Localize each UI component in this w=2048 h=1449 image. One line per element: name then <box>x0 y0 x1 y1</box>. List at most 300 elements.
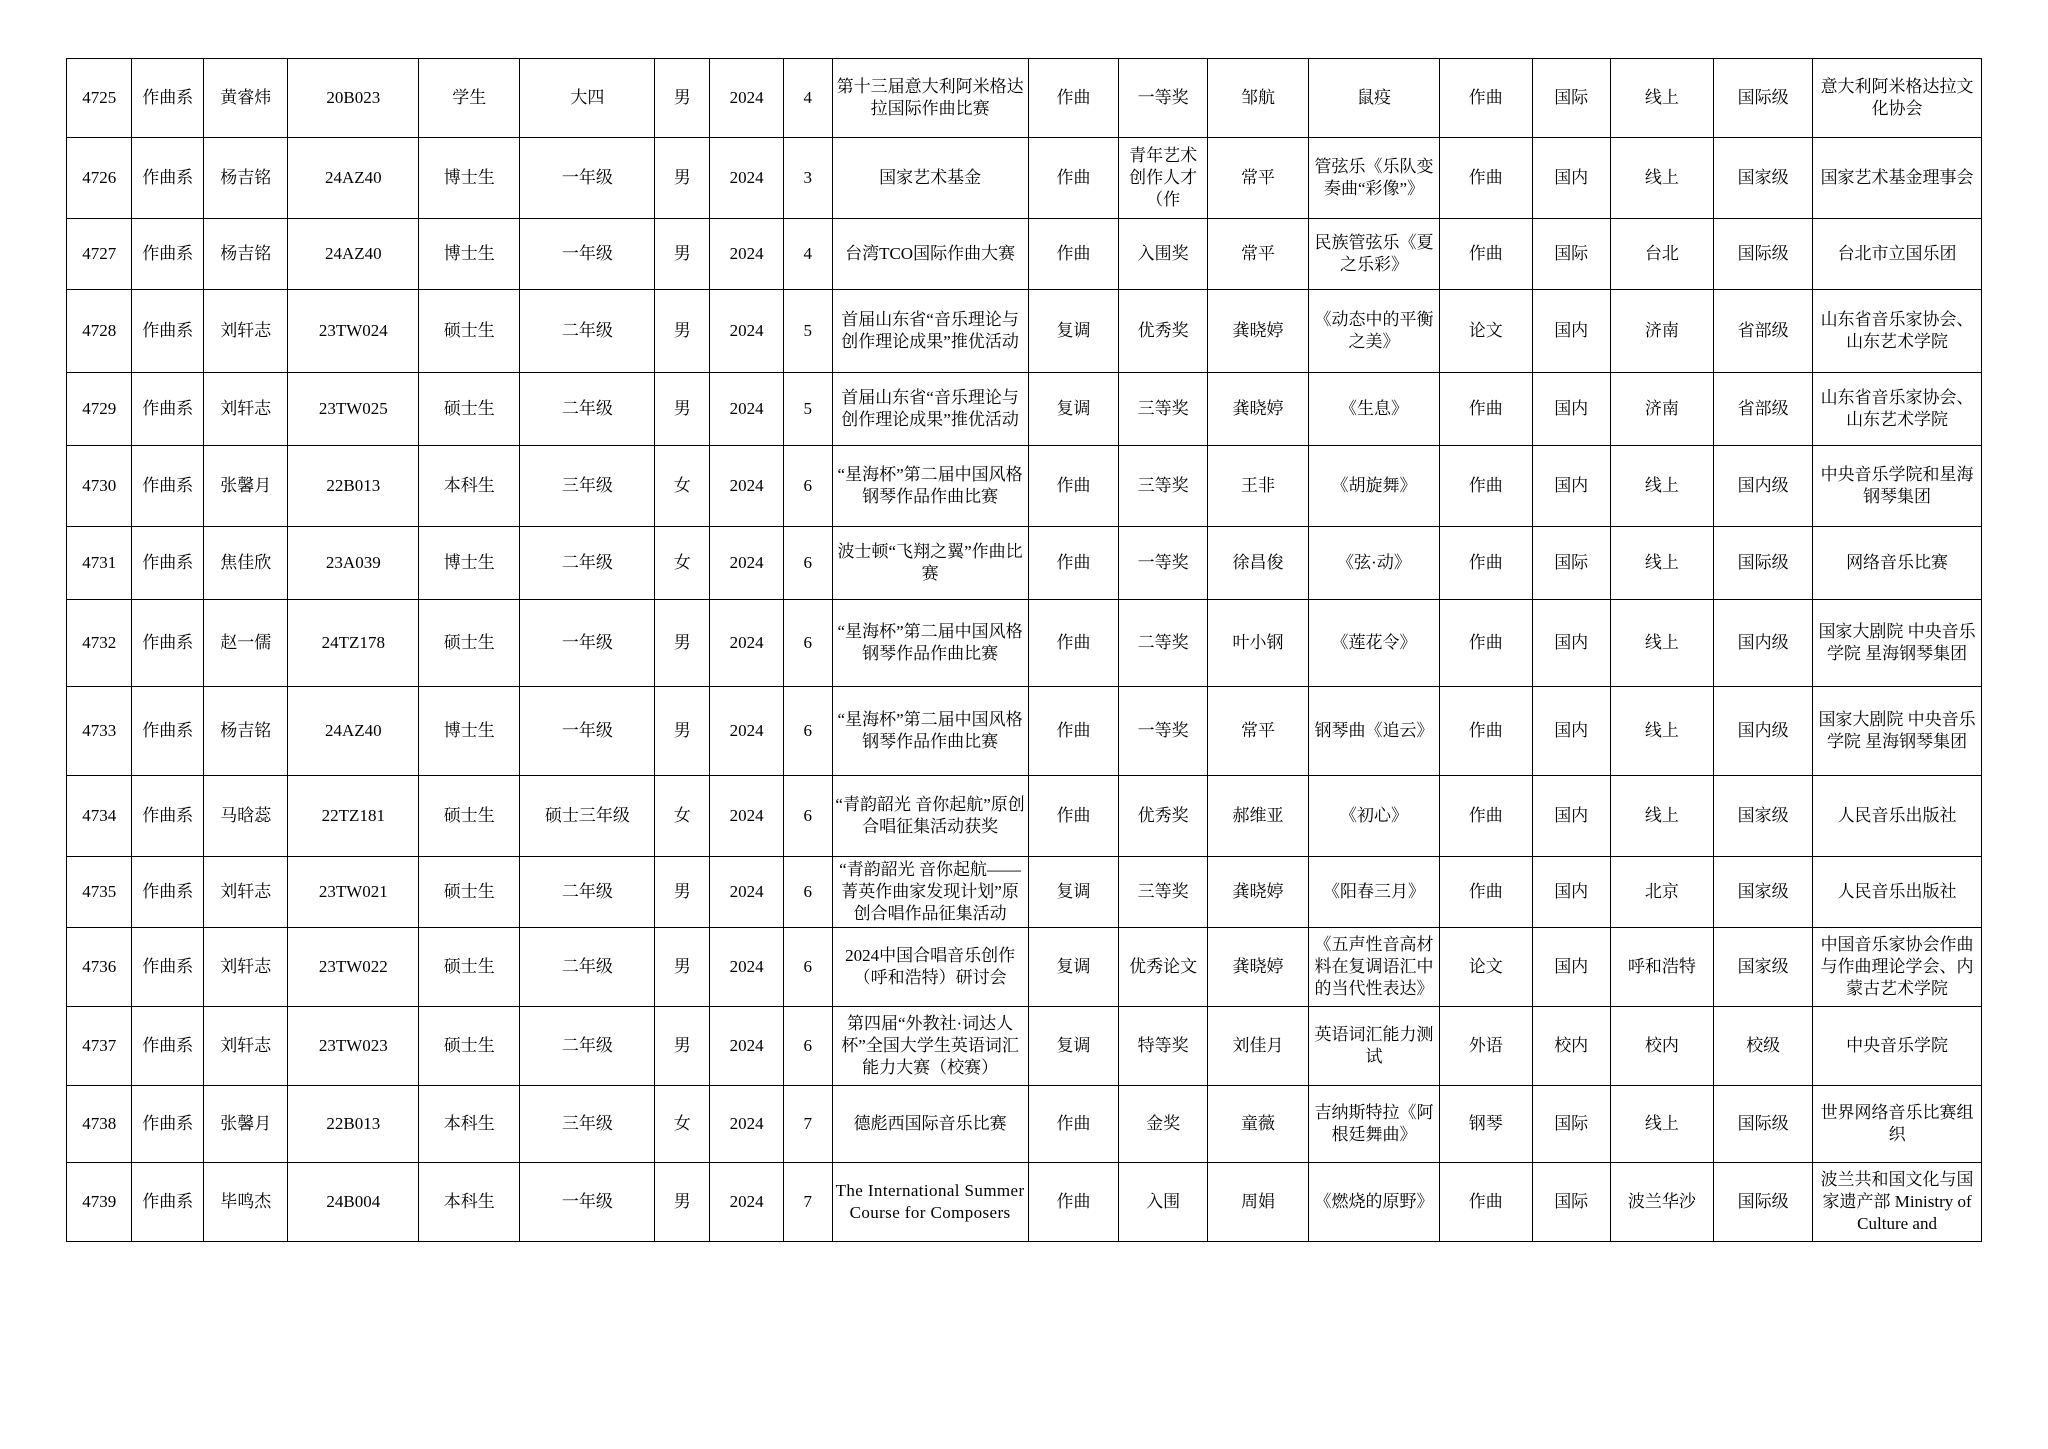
cell-category: 作曲 <box>1439 857 1532 928</box>
cell-prize: 一等奖 <box>1119 687 1208 776</box>
cell-month: 6 <box>784 600 833 687</box>
cell-tier: 国际级 <box>1714 527 1813 600</box>
cell-dept: 作曲系 <box>132 1163 204 1242</box>
cell-place: 线上 <box>1610 687 1713 776</box>
cell-student-id: 23TW021 <box>288 857 419 928</box>
cell-name: 刘轩志 <box>204 373 288 446</box>
cell-year: 2024 <box>710 928 784 1007</box>
cell-grade: 三年级 <box>520 446 655 527</box>
cell-dept: 作曲系 <box>132 687 204 776</box>
cell-teacher: 常平 <box>1207 687 1308 776</box>
cell-category: 作曲 <box>1439 776 1532 857</box>
cell-month: 6 <box>784 857 833 928</box>
cell-gender: 男 <box>655 290 710 373</box>
cell-dept: 作曲系 <box>132 857 204 928</box>
cell-major: 作曲 <box>1028 1163 1119 1242</box>
cell-category: 论文 <box>1439 928 1532 1007</box>
cell-dept: 作曲系 <box>132 600 204 687</box>
cell-year: 2024 <box>710 290 784 373</box>
cell-gender: 男 <box>655 1007 710 1086</box>
cell-event: The International Summer Course for Composers <box>832 1163 1028 1242</box>
cell-category: 作曲 <box>1439 219 1532 290</box>
cell-month: 7 <box>784 1086 833 1163</box>
cell-month: 3 <box>784 138 833 219</box>
cell-teacher: 王非 <box>1207 446 1308 527</box>
cell-work: 民族管弦乐《夏之乐彩》 <box>1309 219 1440 290</box>
cell-organizer: 人民音乐出版社 <box>1813 776 1982 857</box>
cell-gender: 男 <box>655 138 710 219</box>
cell-student-id: 23TW022 <box>288 928 419 1007</box>
cell-grade: 二年级 <box>520 373 655 446</box>
cell-event: 首届山东省“音乐理论与创作理论成果”推优活动 <box>832 290 1028 373</box>
cell-grade: 一年级 <box>520 687 655 776</box>
cell-prize: 特等奖 <box>1119 1007 1208 1086</box>
cell-organizer: 山东省音乐家协会、山东艺术学院 <box>1813 373 1982 446</box>
cell-grade: 一年级 <box>520 219 655 290</box>
cell-month: 6 <box>784 928 833 1007</box>
cell-category: 作曲 <box>1439 527 1532 600</box>
cell-name: 刘轩志 <box>204 857 288 928</box>
cell-scope: 国内 <box>1532 776 1610 857</box>
cell-prize: 一等奖 <box>1119 527 1208 600</box>
cell-name: 黄睿炜 <box>204 59 288 138</box>
cell-gender: 女 <box>655 1086 710 1163</box>
cell-tier: 省部级 <box>1714 290 1813 373</box>
cell-dept: 作曲系 <box>132 1086 204 1163</box>
cell-num: 4728 <box>67 290 132 373</box>
cell-gender: 男 <box>655 687 710 776</box>
cell-organizer: 波兰共和国文化与国家遗产部 Ministry of Culture and <box>1813 1163 1982 1242</box>
cell-place: 北京 <box>1610 857 1713 928</box>
cell-event: 首届山东省“音乐理论与创作理论成果”推优活动 <box>832 373 1028 446</box>
cell-organizer: 人民音乐出版社 <box>1813 857 1982 928</box>
cell-gender: 女 <box>655 446 710 527</box>
cell-scope: 国际 <box>1532 1163 1610 1242</box>
cell-place: 济南 <box>1610 290 1713 373</box>
cell-student-id: 20B023 <box>288 59 419 138</box>
cell-organizer: 网络音乐比赛 <box>1813 527 1982 600</box>
cell-grade: 大四 <box>520 59 655 138</box>
cell-dept: 作曲系 <box>132 527 204 600</box>
cell-prize: 入围 <box>1119 1163 1208 1242</box>
cell-tier: 国家级 <box>1714 928 1813 1007</box>
cell-dept: 作曲系 <box>132 59 204 138</box>
cell-tier: 国际级 <box>1714 219 1813 290</box>
cell-student-id: 24TZ178 <box>288 600 419 687</box>
cell-year: 2024 <box>710 138 784 219</box>
cell-student-id: 24AZ40 <box>288 219 419 290</box>
cell-organizer: 意大利阿米格达拉文化协会 <box>1813 59 1982 138</box>
cell-teacher: 龚晓婷 <box>1207 857 1308 928</box>
cell-major: 复调 <box>1028 1007 1119 1086</box>
cell-name: 杨吉铭 <box>204 219 288 290</box>
cell-dept: 作曲系 <box>132 446 204 527</box>
cell-category: 作曲 <box>1439 59 1532 138</box>
cell-year: 2024 <box>710 59 784 138</box>
cell-num: 4727 <box>67 219 132 290</box>
cell-scope: 国内 <box>1532 290 1610 373</box>
records-table-body <box>67 59 1982 1242</box>
cell-name: 马晗蕊 <box>204 776 288 857</box>
cell-scope: 校内 <box>1532 1007 1610 1086</box>
cell-month: 7 <box>784 1163 833 1242</box>
cell-level: 博士生 <box>419 527 520 600</box>
cell-year: 2024 <box>710 373 784 446</box>
cell-teacher: 徐昌俊 <box>1207 527 1308 600</box>
cell-student-id: 22B013 <box>288 1086 419 1163</box>
cell-place: 线上 <box>1610 138 1713 219</box>
cell-organizer: 国家大剧院 中央音乐学院 星海钢琴集团 <box>1813 600 1982 687</box>
cell-work: 《胡旋舞》 <box>1309 446 1440 527</box>
cell-month: 5 <box>784 290 833 373</box>
cell-name: 刘轩志 <box>204 1007 288 1086</box>
cell-place: 线上 <box>1610 1086 1713 1163</box>
cell-year: 2024 <box>710 527 784 600</box>
cell-gender: 男 <box>655 373 710 446</box>
cell-prize: 优秀论文 <box>1119 928 1208 1007</box>
cell-gender: 男 <box>655 928 710 1007</box>
cell-place: 校内 <box>1610 1007 1713 1086</box>
cell-major: 作曲 <box>1028 446 1119 527</box>
cell-major: 复调 <box>1028 857 1119 928</box>
cell-place: 线上 <box>1610 776 1713 857</box>
table-row <box>67 446 1982 527</box>
cell-teacher: 龚晓婷 <box>1207 373 1308 446</box>
cell-num: 4726 <box>67 138 132 219</box>
cell-major: 作曲 <box>1028 59 1119 138</box>
cell-prize: 三等奖 <box>1119 446 1208 527</box>
cell-year: 2024 <box>710 857 784 928</box>
cell-num: 4734 <box>67 776 132 857</box>
cell-student-id: 23TW023 <box>288 1007 419 1086</box>
cell-month: 6 <box>784 527 833 600</box>
cell-gender: 男 <box>655 1163 710 1242</box>
cell-scope: 国际 <box>1532 59 1610 138</box>
cell-name: 刘轩志 <box>204 290 288 373</box>
cell-grade: 二年级 <box>520 527 655 600</box>
cell-scope: 国内 <box>1532 446 1610 527</box>
records-table <box>66 58 1982 1242</box>
cell-prize: 优秀奖 <box>1119 776 1208 857</box>
cell-dept: 作曲系 <box>132 1007 204 1086</box>
cell-tier: 国内级 <box>1714 600 1813 687</box>
cell-tier: 国家级 <box>1714 776 1813 857</box>
cell-student-id: 23A039 <box>288 527 419 600</box>
cell-work: 英语词汇能力测试 <box>1309 1007 1440 1086</box>
cell-prize: 青年艺术创作人才（作 <box>1119 138 1208 219</box>
table-row <box>67 600 1982 687</box>
cell-major: 作曲 <box>1028 600 1119 687</box>
cell-event: “青韵韶光 音你起航——菁英作曲家发现计划”原创合唱作品征集活动 <box>832 857 1028 928</box>
cell-major: 作曲 <box>1028 776 1119 857</box>
cell-grade: 一年级 <box>520 1163 655 1242</box>
cell-gender: 男 <box>655 59 710 138</box>
cell-num: 4733 <box>67 687 132 776</box>
cell-dept: 作曲系 <box>132 776 204 857</box>
cell-organizer: 中央音乐学院 <box>1813 1007 1982 1086</box>
cell-num: 4738 <box>67 1086 132 1163</box>
cell-grade: 硕士三年级 <box>520 776 655 857</box>
cell-prize: 金奖 <box>1119 1086 1208 1163</box>
cell-dept: 作曲系 <box>132 373 204 446</box>
cell-category: 作曲 <box>1439 138 1532 219</box>
cell-num: 4737 <box>67 1007 132 1086</box>
cell-grade: 二年级 <box>520 857 655 928</box>
cell-student-id: 23TW024 <box>288 290 419 373</box>
cell-scope: 国内 <box>1532 600 1610 687</box>
cell-organizer: 中央音乐学院和星海钢琴集团 <box>1813 446 1982 527</box>
cell-num: 4729 <box>67 373 132 446</box>
cell-year: 2024 <box>710 1163 784 1242</box>
cell-teacher: 常平 <box>1207 138 1308 219</box>
cell-year: 2024 <box>710 1086 784 1163</box>
cell-teacher: 郝维亚 <box>1207 776 1308 857</box>
cell-organizer: 中国音乐家协会作曲与作曲理论学会、内蒙古艺术学院 <box>1813 928 1982 1007</box>
cell-event: “星海杯”第二届中国风格钢琴作品作曲比赛 <box>832 687 1028 776</box>
cell-work: 鼠疫 <box>1309 59 1440 138</box>
cell-place: 线上 <box>1610 59 1713 138</box>
cell-event: 第十三届意大利阿米格达拉国际作曲比赛 <box>832 59 1028 138</box>
cell-month: 6 <box>784 446 833 527</box>
cell-category: 作曲 <box>1439 373 1532 446</box>
cell-teacher: 龚晓婷 <box>1207 928 1308 1007</box>
cell-prize: 一等奖 <box>1119 59 1208 138</box>
cell-major: 作曲 <box>1028 687 1119 776</box>
cell-num: 4725 <box>67 59 132 138</box>
cell-prize: 二等奖 <box>1119 600 1208 687</box>
cell-category: 作曲 <box>1439 687 1532 776</box>
cell-work: 《阳春三月》 <box>1309 857 1440 928</box>
cell-tier: 国内级 <box>1714 446 1813 527</box>
cell-year: 2024 <box>710 219 784 290</box>
cell-prize: 入围奖 <box>1119 219 1208 290</box>
cell-num: 4735 <box>67 857 132 928</box>
cell-level: 学生 <box>419 59 520 138</box>
table-row <box>67 219 1982 290</box>
cell-scope: 国际 <box>1532 219 1610 290</box>
cell-level: 硕士生 <box>419 1007 520 1086</box>
cell-scope: 国内 <box>1532 687 1610 776</box>
cell-month: 4 <box>784 219 833 290</box>
cell-level: 硕士生 <box>419 373 520 446</box>
cell-month: 6 <box>784 687 833 776</box>
cell-place: 波兰华沙 <box>1610 1163 1713 1242</box>
cell-event: 国家艺术基金 <box>832 138 1028 219</box>
cell-tier: 校级 <box>1714 1007 1813 1086</box>
table-row <box>67 857 1982 928</box>
cell-month: 4 <box>784 59 833 138</box>
cell-event: “青韵韶光 音你起航”原创合唱征集活动获奖 <box>832 776 1028 857</box>
cell-event: 第四届“外教社·词达人杯”全国大学生英语词汇能力大赛（校赛） <box>832 1007 1028 1086</box>
cell-grade: 二年级 <box>520 928 655 1007</box>
cell-major: 作曲 <box>1028 1086 1119 1163</box>
cell-num: 4732 <box>67 600 132 687</box>
table-row <box>67 1163 1982 1242</box>
cell-tier: 国际级 <box>1714 1086 1813 1163</box>
table-row <box>67 776 1982 857</box>
cell-category: 作曲 <box>1439 600 1532 687</box>
cell-year: 2024 <box>710 600 784 687</box>
cell-teacher: 龚晓婷 <box>1207 290 1308 373</box>
cell-month: 6 <box>784 776 833 857</box>
cell-grade: 三年级 <box>520 1086 655 1163</box>
cell-num: 4730 <box>67 446 132 527</box>
cell-category: 外语 <box>1439 1007 1532 1086</box>
cell-prize: 优秀奖 <box>1119 290 1208 373</box>
cell-major: 作曲 <box>1028 527 1119 600</box>
cell-organizer: 山东省音乐家协会、山东艺术学院 <box>1813 290 1982 373</box>
cell-work: 《燃烧的原野》 <box>1309 1163 1440 1242</box>
cell-event: “星海杯”第二届中国风格钢琴作品作曲比赛 <box>832 600 1028 687</box>
cell-dept: 作曲系 <box>132 138 204 219</box>
cell-teacher: 童薇 <box>1207 1086 1308 1163</box>
table-row <box>67 59 1982 138</box>
cell-year: 2024 <box>710 776 784 857</box>
cell-name: 毕鸣杰 <box>204 1163 288 1242</box>
cell-level: 本科生 <box>419 1163 520 1242</box>
cell-major: 作曲 <box>1028 138 1119 219</box>
cell-organizer: 世界网络音乐比赛组织 <box>1813 1086 1982 1163</box>
cell-place: 线上 <box>1610 527 1713 600</box>
cell-event: 德彪西国际音乐比赛 <box>832 1086 1028 1163</box>
cell-category: 作曲 <box>1439 1163 1532 1242</box>
cell-place: 济南 <box>1610 373 1713 446</box>
cell-level: 本科生 <box>419 446 520 527</box>
cell-gender: 女 <box>655 527 710 600</box>
cell-teacher: 刘佳月 <box>1207 1007 1308 1086</box>
cell-category: 论文 <box>1439 290 1532 373</box>
cell-scope: 国内 <box>1532 928 1610 1007</box>
cell-name: 赵一儒 <box>204 600 288 687</box>
cell-student-id: 23TW025 <box>288 373 419 446</box>
cell-student-id: 22TZ181 <box>288 776 419 857</box>
cell-work: 《弦·动》 <box>1309 527 1440 600</box>
cell-work: 《动态中的平衡之美》 <box>1309 290 1440 373</box>
table-row <box>67 373 1982 446</box>
cell-dept: 作曲系 <box>132 928 204 1007</box>
cell-gender: 女 <box>655 776 710 857</box>
cell-work: 《初心》 <box>1309 776 1440 857</box>
cell-work: 钢琴曲《追云》 <box>1309 687 1440 776</box>
cell-work: 吉纳斯特拉《阿根廷舞曲》 <box>1309 1086 1440 1163</box>
cell-scope: 国际 <box>1532 1086 1610 1163</box>
cell-num: 4739 <box>67 1163 132 1242</box>
cell-name: 杨吉铭 <box>204 687 288 776</box>
cell-tier: 国家级 <box>1714 857 1813 928</box>
cell-num: 4736 <box>67 928 132 1007</box>
cell-level: 硕士生 <box>419 928 520 1007</box>
cell-work: 《莲花令》 <box>1309 600 1440 687</box>
cell-major: 复调 <box>1028 373 1119 446</box>
cell-work: 管弦乐《乐队变奏曲“彩像”》 <box>1309 138 1440 219</box>
cell-student-id: 24AZ40 <box>288 687 419 776</box>
cell-year: 2024 <box>710 1007 784 1086</box>
cell-major: 复调 <box>1028 928 1119 1007</box>
cell-level: 博士生 <box>419 687 520 776</box>
cell-place: 线上 <box>1610 446 1713 527</box>
cell-place: 线上 <box>1610 600 1713 687</box>
cell-event: “星海杯”第二届中国风格钢琴作品作曲比赛 <box>832 446 1028 527</box>
cell-scope: 国内 <box>1532 857 1610 928</box>
cell-work: 《五声性音高材料在复调语汇中的当代性表达》 <box>1309 928 1440 1007</box>
cell-organizer: 国家艺术基金理事会 <box>1813 138 1982 219</box>
cell-grade: 二年级 <box>520 1007 655 1086</box>
cell-teacher: 邹航 <box>1207 59 1308 138</box>
cell-dept: 作曲系 <box>132 219 204 290</box>
cell-place: 呼和浩特 <box>1610 928 1713 1007</box>
cell-prize: 三等奖 <box>1119 373 1208 446</box>
cell-teacher: 周娟 <box>1207 1163 1308 1242</box>
cell-gender: 男 <box>655 600 710 687</box>
cell-category: 作曲 <box>1439 446 1532 527</box>
cell-gender: 男 <box>655 857 710 928</box>
cell-tier: 省部级 <box>1714 373 1813 446</box>
table-row <box>67 527 1982 600</box>
cell-teacher: 叶小钢 <box>1207 600 1308 687</box>
cell-level: 硕士生 <box>419 857 520 928</box>
cell-category: 钢琴 <box>1439 1086 1532 1163</box>
cell-organizer: 台北市立国乐团 <box>1813 219 1982 290</box>
table-row <box>67 1086 1982 1163</box>
cell-work: 《生息》 <box>1309 373 1440 446</box>
cell-event: 台湾TCO国际作曲大赛 <box>832 219 1028 290</box>
cell-prize: 三等奖 <box>1119 857 1208 928</box>
cell-level: 硕士生 <box>419 600 520 687</box>
cell-name: 刘轩志 <box>204 928 288 1007</box>
table-row <box>67 138 1982 219</box>
table-row <box>67 1007 1982 1086</box>
table-row <box>67 290 1982 373</box>
cell-event: 波士顿“飞翔之翼”作曲比赛 <box>832 527 1028 600</box>
cell-month: 5 <box>784 373 833 446</box>
cell-name: 焦佳欣 <box>204 527 288 600</box>
cell-level: 博士生 <box>419 219 520 290</box>
cell-gender: 男 <box>655 219 710 290</box>
cell-level: 硕士生 <box>419 290 520 373</box>
cell-grade: 一年级 <box>520 138 655 219</box>
cell-grade: 二年级 <box>520 290 655 373</box>
cell-year: 2024 <box>710 687 784 776</box>
cell-level: 博士生 <box>419 138 520 219</box>
cell-name: 杨吉铭 <box>204 138 288 219</box>
cell-major: 作曲 <box>1028 219 1119 290</box>
cell-place: 台北 <box>1610 219 1713 290</box>
cell-scope: 国内 <box>1532 373 1610 446</box>
cell-organizer: 国家大剧院 中央音乐学院 星海钢琴集团 <box>1813 687 1982 776</box>
cell-tier: 国际级 <box>1714 1163 1813 1242</box>
cell-month: 6 <box>784 1007 833 1086</box>
cell-name: 张馨月 <box>204 446 288 527</box>
cell-teacher: 常平 <box>1207 219 1308 290</box>
cell-student-id: 24B004 <box>288 1163 419 1242</box>
cell-student-id: 22B013 <box>288 446 419 527</box>
table-row <box>67 687 1982 776</box>
cell-dept: 作曲系 <box>132 290 204 373</box>
table-row <box>67 928 1982 1007</box>
cell-tier: 国际级 <box>1714 59 1813 138</box>
cell-tier: 国家级 <box>1714 138 1813 219</box>
cell-year: 2024 <box>710 446 784 527</box>
cell-scope: 国际 <box>1532 527 1610 600</box>
cell-major: 复调 <box>1028 290 1119 373</box>
cell-tier: 国内级 <box>1714 687 1813 776</box>
cell-student-id: 24AZ40 <box>288 138 419 219</box>
cell-grade: 一年级 <box>520 600 655 687</box>
cell-name: 张馨月 <box>204 1086 288 1163</box>
cell-num: 4731 <box>67 527 132 600</box>
cell-scope: 国内 <box>1532 138 1610 219</box>
cell-level: 本科生 <box>419 1086 520 1163</box>
